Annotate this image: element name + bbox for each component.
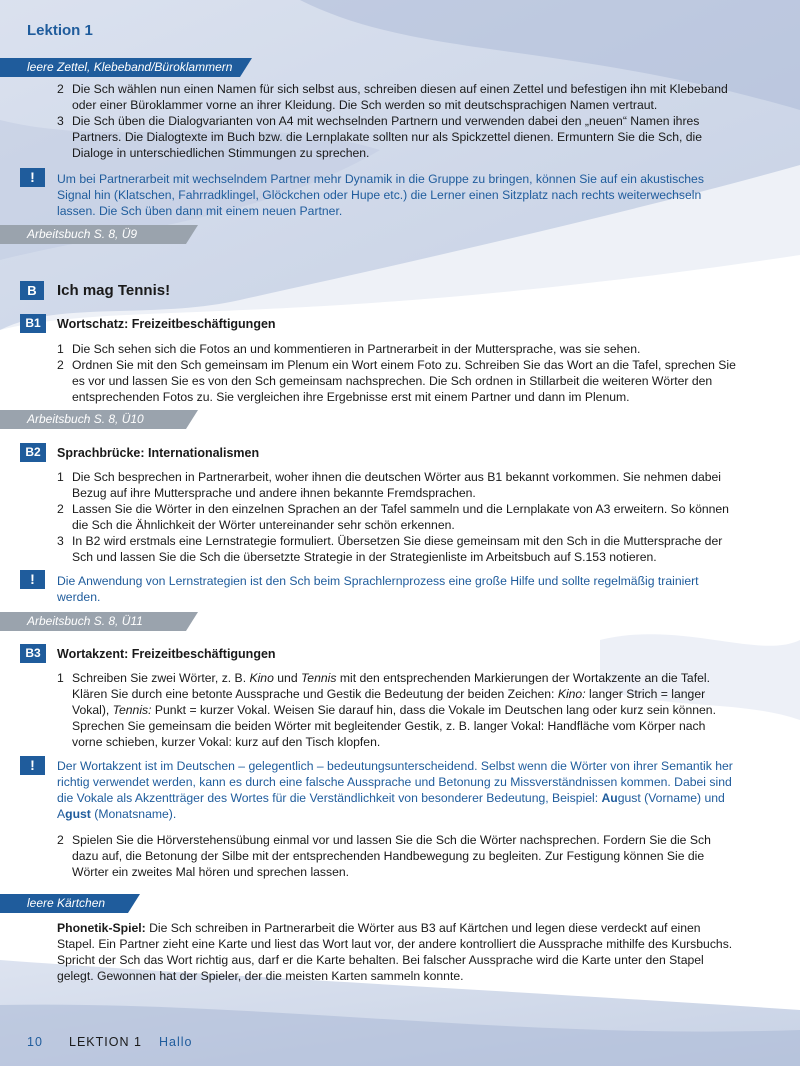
- game-text: Die Sch schreiben in Partnerarbeit die Wörter aus B3 auf Kärtchen und legen diese verdeckt auf einen Stapel. Ein Partner zieht eine Karte und liest das Wort laut vor, der andere kontrolliert die Aussprache mithilfe des Kursbuchs. Spricht der Sch das Wort richtig aus, darf er die Karte behalten. Bei falscher Aussprache wird die Karte unter den Stapel gelegt. Gewonnen hat der Spieler, der die meisten Karten sammeln konnte.: [57, 921, 733, 983]
- page-number: 10: [27, 1035, 43, 1049]
- item-text: In B2 wird erstmals eine Lernstrategie formuliert. Übersetzen Sie diese gemeinsam mit den Sch in die Muttersprache der Sch und lassen Sie die Sch die übersetzte Strategie in der Strategienliste im Arbeitsbuch auf S.153 notieren.: [72, 534, 723, 564]
- phonetik-game: [57, 920, 737, 984]
- example-word: Tennis: [300, 671, 337, 685]
- exclamation-icon: !: [20, 570, 45, 589]
- item-number: 1: [57, 470, 64, 484]
- item-number: 2: [57, 833, 64, 847]
- item-text: Ordnen Sie mit den Sch gemeinsam im Plenum ein Wort einem Foto zu. Schreiben Sie das Wort an die Tafel, sprechen Sie es vor und lassen Sie es von den Sch gemeinsam nachsprechen. Die Sch ordnen in Stillarbeit die weiteren Wörter den entsprechenden Fotos zu. Sie vergleichen ihre Ergebnisse erst mit einem Partner und dann im Plenum.: [72, 358, 736, 404]
- item-number: 2: [57, 502, 64, 516]
- materials-label: leere Kärtchen: [27, 896, 106, 910]
- intro-list: [57, 81, 737, 161]
- workbook-banner: [0, 612, 198, 631]
- materials-label: leere Zettel, Klebeband/Büroklammern: [27, 60, 233, 74]
- list-item: [57, 341, 737, 357]
- b3-list-continued: [57, 832, 737, 880]
- page-footer: [0, 1030, 800, 1054]
- list-item: [57, 832, 737, 880]
- section-title: Sprachbrücke: Internationalismen: [57, 446, 260, 460]
- item-text: Lassen Sie die Wörter in den einzelnen Sprachen an der Tafel sammeln und die Lernplakate von A3 erweitern. So können die Sch die Ähnlichkeit der Wörter untereinander sehr schön erkennen.: [72, 502, 729, 532]
- list-item: [57, 81, 737, 113]
- list-item: [57, 113, 737, 161]
- text-run: und: [273, 671, 301, 685]
- item-text: Die Sch sehen sich die Fotos an und kommentieren in Partnerarbeit in der Muttersprache, was sie sehen.: [72, 342, 641, 356]
- text-run: mit den entsprechenden Markierungen der Wortakzente an die Tafel. Klären Sie durch eine betonte Aussprache und Gestik die Bedeutung der beiden Zeichen:: [72, 671, 710, 701]
- text-run: Schreiben Sie zwei Wörter, z. B.: [72, 671, 250, 685]
- materials-banner: [0, 894, 140, 913]
- tip-note: Die Anwendung von Lernstrategien ist den Sch beim Sprachlernprozess eine große Hilfe und sollte regelmäßig trainiert werden.: [57, 574, 699, 604]
- text-run: Punkt = kurzer Vokal. Weisen Sie darauf hin, dass die Vokale im Deutschen lang oder kurz sein können. Sprechen Sie gemeinsam die beiden Wörter mit begleitender Gestik, z. B. langer Vokal: Handfläche vom Körper nach vorne schieben, kurzer Vokal: kurz auf den Tisch klopfen.: [72, 703, 716, 749]
- text-run: Der Wortakzent ist im Deutschen – gelegentlich – bedeutungsunterscheidend. Selbst wenn die Wörter von ihrer Semantik her richtig verwendet werden, kann es durch eine falsche Aussprache und Betonung zu Missverständnissen kommen. Dabei sind die Vokale als Akzentträger des Wortes für die Verständlichkeit von besonderer Bedeutung, Beispiel:: [57, 759, 733, 805]
- stressed-syllable: Au: [601, 791, 618, 805]
- item-number: 3: [57, 534, 64, 548]
- lesson-heading: Lektion 1: [27, 22, 93, 39]
- exclamation-icon: !: [20, 168, 45, 187]
- section-badge: B1: [20, 314, 46, 333]
- item-text: [72, 671, 716, 749]
- item-text: Die Sch besprechen in Partnerarbeit, woher ihnen die deutschen Wörter aus B1 bekannt vorkommen. Sie nehmen dabei Bezug auf ihre Muttersprache und andere ihnen bekannte Fremdsprachen.: [72, 470, 722, 500]
- example-word: Tennis:: [112, 703, 152, 717]
- footer-lesson: LEKTION 1: [69, 1035, 142, 1049]
- section-badge: B3: [20, 644, 46, 663]
- list-item: [57, 501, 737, 533]
- section-title: Wortschatz: Freizeitbeschäftigungen: [57, 317, 276, 331]
- workbook-reference: Arbeitsbuch S. 8, Ü9: [27, 227, 138, 241]
- workbook-reference: Arbeitsbuch S. 8, Ü10: [27, 412, 144, 426]
- workbook-reference: Arbeitsbuch S. 8, Ü11: [27, 614, 143, 628]
- list-item: [57, 469, 737, 501]
- section-title: Ich mag Tennis!: [57, 282, 171, 299]
- footer-title: Hallo: [159, 1035, 193, 1049]
- text-run: gust (Vorname) und A: [57, 791, 725, 821]
- materials-banner: [0, 58, 252, 77]
- exclamation-icon: !: [20, 756, 45, 775]
- tip-note: [57, 758, 737, 822]
- item-number: 2: [57, 82, 64, 96]
- list-item: [57, 357, 737, 405]
- game-label: Phonetik-Spiel:: [57, 921, 146, 935]
- item-number: 3: [57, 114, 64, 128]
- item-number: 1: [57, 671, 64, 685]
- section-badge: B: [20, 281, 44, 300]
- item-text: Spielen Sie die Hörverstehensübung einmal vor und lassen Sie die Sch die Wörter nachsprechen. Fordern Sie die Sch dazu auf, die Betonung der Silbe mit der entsprechenden Handbewegung zu begleiten. Zur Festigung können Sie die Wörter ein zweites Mal hören und sprechen lassen.: [72, 833, 711, 879]
- stressed-syllable: gust: [65, 807, 91, 821]
- b2-list: [57, 469, 737, 565]
- item-text: Die Sch üben die Dialogvarianten von A4 mit wechselnden Partnern und verwenden dabei den „neuen“ Namen ihres Partners. Die Dialogtexte im Buch bzw. die Lernplakate sollten nur als Spickzettel dienen. Ermuntern Sie die Sch, die Dialoge in unterschiedlichen Stimmungen zu sprechen.: [72, 114, 703, 160]
- example-word: Kino:: [557, 687, 586, 701]
- text-run: langer Strich = langer Vokal),: [72, 687, 706, 717]
- item-number: 1: [57, 342, 64, 356]
- workbook-banner: [0, 225, 198, 244]
- tip-note: Um bei Partnerarbeit mit wechselndem Partner mehr Dynamik in die Gruppe zu bringen, können Sie auf ein akustisches Signal hin (Klatschen, Fahrradklingel, Glöckchen oder Hupe etc.) die Lerner einen Sitzplatz nach rechts weiterwechseln lassen. Die Sch üben dann mit einem neuen Partner.: [57, 172, 704, 218]
- section-title: Wortakzent: Freizeitbeschäftigungen: [57, 647, 276, 661]
- list-item: [57, 533, 737, 565]
- item-number: 2: [57, 358, 64, 372]
- list-item: [57, 670, 737, 750]
- section-badge: B2: [20, 443, 46, 462]
- workbook-banner: [0, 410, 198, 429]
- example-word: Kino: [249, 671, 274, 685]
- b3-list: [57, 670, 737, 750]
- item-text: Die Sch wählen nun einen Namen für sich selbst aus, schreiben diesen auf einen Zettel und befestigen ihn mit Klebeband oder einer Büroklammer vorne an ihrer Kleidung. Die Sch werden so mit deutschsprachigen Namen vertraut.: [72, 82, 728, 112]
- b1-list: [57, 341, 737, 405]
- text-run: (Monatsname).: [90, 807, 177, 821]
